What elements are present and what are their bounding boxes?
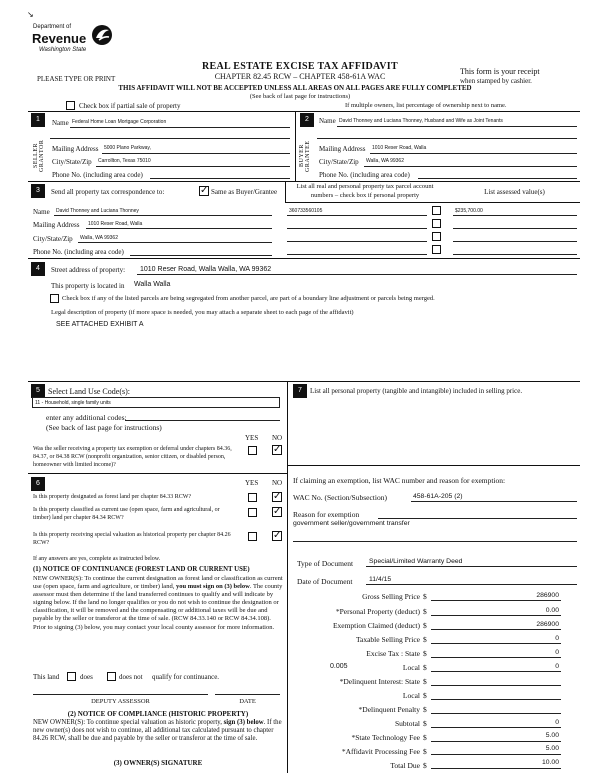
- buyer-phone-label: Phone No. (including area code): [319, 171, 410, 179]
- corr-city-label: City/State/Zip: [33, 235, 73, 243]
- land-use-see-back: (See back of last page for instructions): [46, 423, 162, 432]
- dor-logo: [27, 10, 125, 62]
- section-1-number: 1: [31, 113, 45, 127]
- legal-description-value[interactable]: SEE ATTACHED EXHIBIT A: [56, 321, 144, 328]
- reason-value[interactable]: government seller/government transfer: [293, 520, 410, 527]
- fee-label: Gross Selling Price: [362, 592, 420, 601]
- section-5-number: 5: [31, 384, 45, 398]
- form-title: REAL ESTATE EXCISE TAX AFFIDAVIT: [202, 61, 398, 72]
- seller-name-label: Name: [52, 119, 69, 127]
- subtotal-value[interactable]: 0: [555, 719, 559, 726]
- parcel-list-header-2: numbers – check box if personal property: [310, 192, 420, 199]
- logo-dept-line2: Revenue: [32, 31, 87, 46]
- additional-codes-label: enter any additional codes:: [46, 413, 127, 422]
- forest-land-question: Is this property designated as forest land per chapter 84.33 RCW?: [33, 494, 192, 500]
- buyer-mailing-label: Mailing Address: [319, 145, 366, 153]
- exemption-intro: If claiming an exemption, list WAC number and reason for exemption:: [293, 476, 506, 485]
- if-yes-note: If any answers are yes, complete as instructed below.: [33, 556, 161, 562]
- section-4-number: 4: [31, 262, 45, 276]
- partial-sale-label: Check box if partial sale of property: [79, 102, 181, 110]
- historic-no-checkbox[interactable]: ✓: [273, 530, 282, 541]
- buyer-city-value[interactable]: Walla, WA 99362: [366, 158, 404, 164]
- owner-signature-label: (3) OWNER(S) SIGNATURE: [113, 759, 203, 767]
- parcel-1-personal-checkbox[interactable]: [432, 206, 441, 215]
- this-land-label: This land: [33, 673, 60, 681]
- doc-type-label: Type of Document: [297, 559, 354, 568]
- fee-dollar: $: [423, 621, 427, 630]
- partial-sale-checkbox[interactable]: [66, 101, 75, 110]
- parcel-2-personal-checkbox[interactable]: [432, 219, 441, 228]
- excise-tax-state-value[interactable]: 0: [555, 649, 559, 656]
- street-address-label: Street address of property:: [51, 266, 126, 274]
- excise-tax-local-value[interactable]: 0: [555, 663, 559, 670]
- wac-value[interactable]: 458-61A-205 (2): [413, 493, 463, 500]
- taxable-selling-price-value[interactable]: 0: [555, 635, 559, 642]
- personal-property-label: List all personal property (tangible and intangible) included in selling price.: [310, 387, 523, 395]
- buyer-name-label: Name: [319, 117, 336, 125]
- buyer-mailing-value[interactable]: 1010 Reser Road, Walla: [372, 145, 427, 151]
- doc-date-value[interactable]: 11/4/15: [369, 576, 392, 583]
- seller-city-label: City/State/Zip: [52, 158, 92, 166]
- fee-dollar: $: [423, 747, 427, 756]
- segregated-checkbox[interactable]: [50, 294, 59, 303]
- forest-no-checkbox[interactable]: ✓: [273, 491, 282, 502]
- fee-table: [293, 590, 580, 773]
- fee-label: *Personal Property (deduct): [335, 607, 420, 616]
- exempt-yes-checkbox[interactable]: [248, 446, 257, 455]
- historic-question: Is this property receiving special valuation as historical property per chapter 84.26 RCW?: [33, 532, 231, 546]
- deputy-assessor-label: DEPUTY ASSESSOR: [91, 698, 150, 705]
- corr-city-value[interactable]: Walla, WA 99362: [80, 235, 118, 241]
- gross-selling-price-value[interactable]: 286900: [536, 592, 559, 599]
- buyer-city-label: City/State/Zip: [319, 158, 359, 166]
- corner-mark-icon: ↘: [27, 10, 34, 19]
- exempt-no-checkbox[interactable]: ✓: [273, 444, 282, 455]
- logo-dept-line3: Washington State: [39, 47, 87, 53]
- warning-line: THIS AFFIDAVIT WILL NOT BE ACCEPTED UNLESS ALL AREAS ON ALL PAGES ARE FULLY COMPLETED: [118, 84, 472, 92]
- fee-label: Subtotal: [394, 719, 420, 728]
- fee-dollar: $: [423, 691, 427, 700]
- receipt-note-1: This form is your receipt: [460, 67, 540, 76]
- fee-label: Exemption Claimed (deduct): [332, 621, 420, 630]
- exemption-claimed-value[interactable]: 286900: [536, 621, 559, 628]
- does-checkbox[interactable]: [67, 672, 76, 681]
- fee-label: Excise Tax : State: [366, 649, 420, 658]
- seller-phone-label: Phone No. (including area code): [52, 171, 143, 179]
- notice-continuance-rest: . The county assessor must then determine if the land transferred continues to qualify and will indicate by signing below. If the land no longer qualifies or you do not wish to continue the designation or classification, it will be removed and the compensating or additional taxes will be due and payable by the seller or transferor at the time of sale. (RCW 84.33.140 or RCW 84.34.108). Prior to signing (3) below, you may contact your local county assessor for more information.: [33, 583, 283, 631]
- fee-label: Local: [402, 663, 420, 672]
- fee-label: Local: [402, 691, 420, 700]
- street-address-value[interactable]: 1010 Reser Road, Walla Walla, WA 99362: [140, 266, 272, 273]
- fee-label: *Affidavit Processing Fee: [341, 747, 420, 756]
- does-label: does: [80, 673, 93, 681]
- same-as-buyer-checkbox[interactable]: ✓: [200, 185, 209, 196]
- corr-name-value[interactable]: David Thonney and Luciana Thonney: [56, 208, 139, 214]
- fee-dollar: $: [423, 663, 427, 672]
- fee-dollar: $: [423, 592, 427, 601]
- section-7-number: 7: [293, 384, 307, 398]
- section-6-number: 6: [31, 477, 45, 491]
- parcel-3-personal-checkbox[interactable]: [432, 232, 441, 241]
- fee-dollar: $: [423, 733, 427, 742]
- deputy-date-label: DATE: [239, 698, 256, 705]
- section-2-number: 2: [300, 113, 314, 127]
- fee-dollar: $: [423, 649, 427, 658]
- corr-phone-label: Phone No. (including area code): [33, 248, 124, 256]
- fee-label: Taxable Selling Price: [355, 635, 420, 644]
- doc-date-label: Date of Document: [297, 577, 353, 586]
- current-use-yes-checkbox[interactable]: [248, 508, 257, 517]
- s6-no-header: NO: [272, 479, 283, 487]
- fee-label: *State Technology Fee: [351, 733, 420, 742]
- please-type: PLEASE TYPE OR PRINT: [37, 75, 116, 83]
- seller-city-value[interactable]: Carrollton, Texas 75010: [98, 158, 151, 164]
- send-correspondence-label: Send all property tax correspondence to:: [51, 188, 165, 196]
- parcel-4-personal-checkbox[interactable]: [432, 245, 441, 254]
- historic-yes-checkbox[interactable]: [248, 532, 257, 541]
- fee-dollar: $: [423, 719, 427, 728]
- doc-type-value[interactable]: Special/Limited Warranty Deed: [369, 558, 463, 565]
- corr-mailing-label: Mailing Address: [33, 221, 80, 229]
- parcel-number-1[interactable]: 360733560105: [289, 208, 323, 214]
- seller-mailing-value[interactable]: 5000 Plano Parkway,: [104, 145, 151, 151]
- corr-name-label: Name: [33, 208, 50, 216]
- does-not-checkbox[interactable]: [107, 672, 116, 681]
- local-rate: 0.005: [330, 663, 348, 670]
- exemption-question: Was the seller receiving a property tax exemption or deferral under chapters 84.36, 84.37, or 84.38 RCW (nonprofit organization, senior citizen, or disabled person, homeowner with limited income)?: [33, 446, 232, 468]
- qualify-label: qualify for continuance.: [152, 673, 220, 681]
- multiple-owners-note: If multiple owners, list percentage of ownership next to name.: [345, 102, 507, 109]
- current-use-no-checkbox[interactable]: ✓: [273, 506, 282, 517]
- personal-property-deduct-value[interactable]: 0.00: [545, 607, 559, 614]
- does-not-label: does not: [119, 673, 143, 681]
- located-in-label: This property is located in: [51, 282, 125, 290]
- fee-dollar: $: [423, 607, 427, 616]
- notice-continuance-bold: you must sign on (3) below: [175, 583, 250, 591]
- current-use-question: Is this property classified as current use (open space, farm and agricultural, or timber) land per chapter 84.34 RCW?: [33, 507, 220, 521]
- parcel-list-header-1: List all real and personal property tax parcel account: [296, 183, 434, 190]
- corr-mailing-value[interactable]: 1010 Reser Road, Walla: [88, 221, 143, 227]
- fee-dollar: $: [423, 635, 427, 644]
- fee-dollar: $: [423, 677, 427, 686]
- buyer-name-value[interactable]: David Thonney and Luciana Thonney, Husband and Wife as Joint Tenants: [339, 118, 503, 124]
- land-use-select[interactable]: 11 - Household, single family units: [32, 397, 280, 408]
- receipt-note-2: when stamped by cashier.: [460, 77, 532, 85]
- wac-label: WAC No. (Section/Subsection): [293, 493, 387, 502]
- assessed-values-header: List assessed value(s): [484, 188, 545, 196]
- form-subtitle: CHAPTER 82.45 RCW – CHAPTER 458-61A WAC: [214, 72, 386, 81]
- see-back-instructions: (See back of last page for instructions): [249, 93, 351, 100]
- legal-description-label: Legal description of property (if more space is needed, you may attach a separate sheet to each page of the affidavit): [51, 309, 354, 316]
- s5-no-header: NO: [272, 434, 283, 442]
- buyer-grantee-label: BUYER GRANTEE: [299, 140, 311, 172]
- fee-label: *Delinquent Interest: State: [339, 677, 420, 686]
- notice-compliance-bold: sign (3) below: [223, 719, 264, 726]
- affidavit-processing-fee-value[interactable]: 5.00: [545, 745, 559, 752]
- fee-label: Total Due: [390, 761, 420, 770]
- notice-compliance-title: (2) NOTICE OF COMPLIANCE (HISTORIC PROPERTY): [67, 710, 249, 718]
- seller-name-value[interactable]: Federal Home Loan Mortgage Corporation: [72, 119, 167, 125]
- reason-label: Reason for exemption: [293, 510, 360, 519]
- section-3-number: 3: [31, 184, 45, 198]
- fee-dollar: $: [423, 761, 427, 770]
- notice-continuance-lead: NEW OWNER(S): To continue the current designation as forest land or classification as current use (open space, farm and agriculture, or timber) land,: [33, 575, 283, 591]
- notice-continuance-body: [33, 575, 283, 632]
- assessed-value-1[interactable]: $235,700.00: [455, 208, 483, 214]
- notice-compliance-body: [33, 719, 283, 744]
- total-due-value[interactable]: 10.00: [541, 759, 559, 766]
- notice-continuance-title: (1) NOTICE OF CONTINUANCE (FOREST LAND OR CURRENT USE): [33, 566, 250, 573]
- logo-dept-line1: Department of: [33, 24, 72, 30]
- s6-yes-header: YES: [245, 479, 259, 487]
- notice-compliance-lead: NEW OWNER(S): To continue special valuation as historic property,: [33, 719, 222, 726]
- same-as-buyer-label: Same as Buyer/Grantee: [211, 188, 278, 196]
- seller-mailing-label: Mailing Address: [52, 145, 99, 153]
- state-technology-fee-value[interactable]: 5.00: [545, 732, 559, 739]
- notice-compliance-rest: . If the new owner(s) does not wish to continue, all additional tax calculated pursuant to chapter 84.26 RCW, shall be due and payable by the seller or transferor at the time of sale.: [33, 719, 282, 743]
- dor-emblem-icon: [90, 24, 114, 46]
- located-in-value[interactable]: Walla Walla: [134, 281, 171, 288]
- fee-label: *Delinquent Penalty: [358, 705, 420, 714]
- land-use-label: Select Land Use Code(s):: [48, 387, 130, 396]
- seller-grantor-label: SELLER GRANTOR: [33, 139, 45, 173]
- segregated-label: Check box if any of the listed parcels are being segregated from another parcel, are part of a boundary line adjustment or parcels being merged.: [62, 295, 435, 302]
- fee-dollar: $: [423, 705, 427, 714]
- forest-yes-checkbox[interactable]: [248, 493, 257, 502]
- s5-yes-header: YES: [245, 434, 259, 442]
